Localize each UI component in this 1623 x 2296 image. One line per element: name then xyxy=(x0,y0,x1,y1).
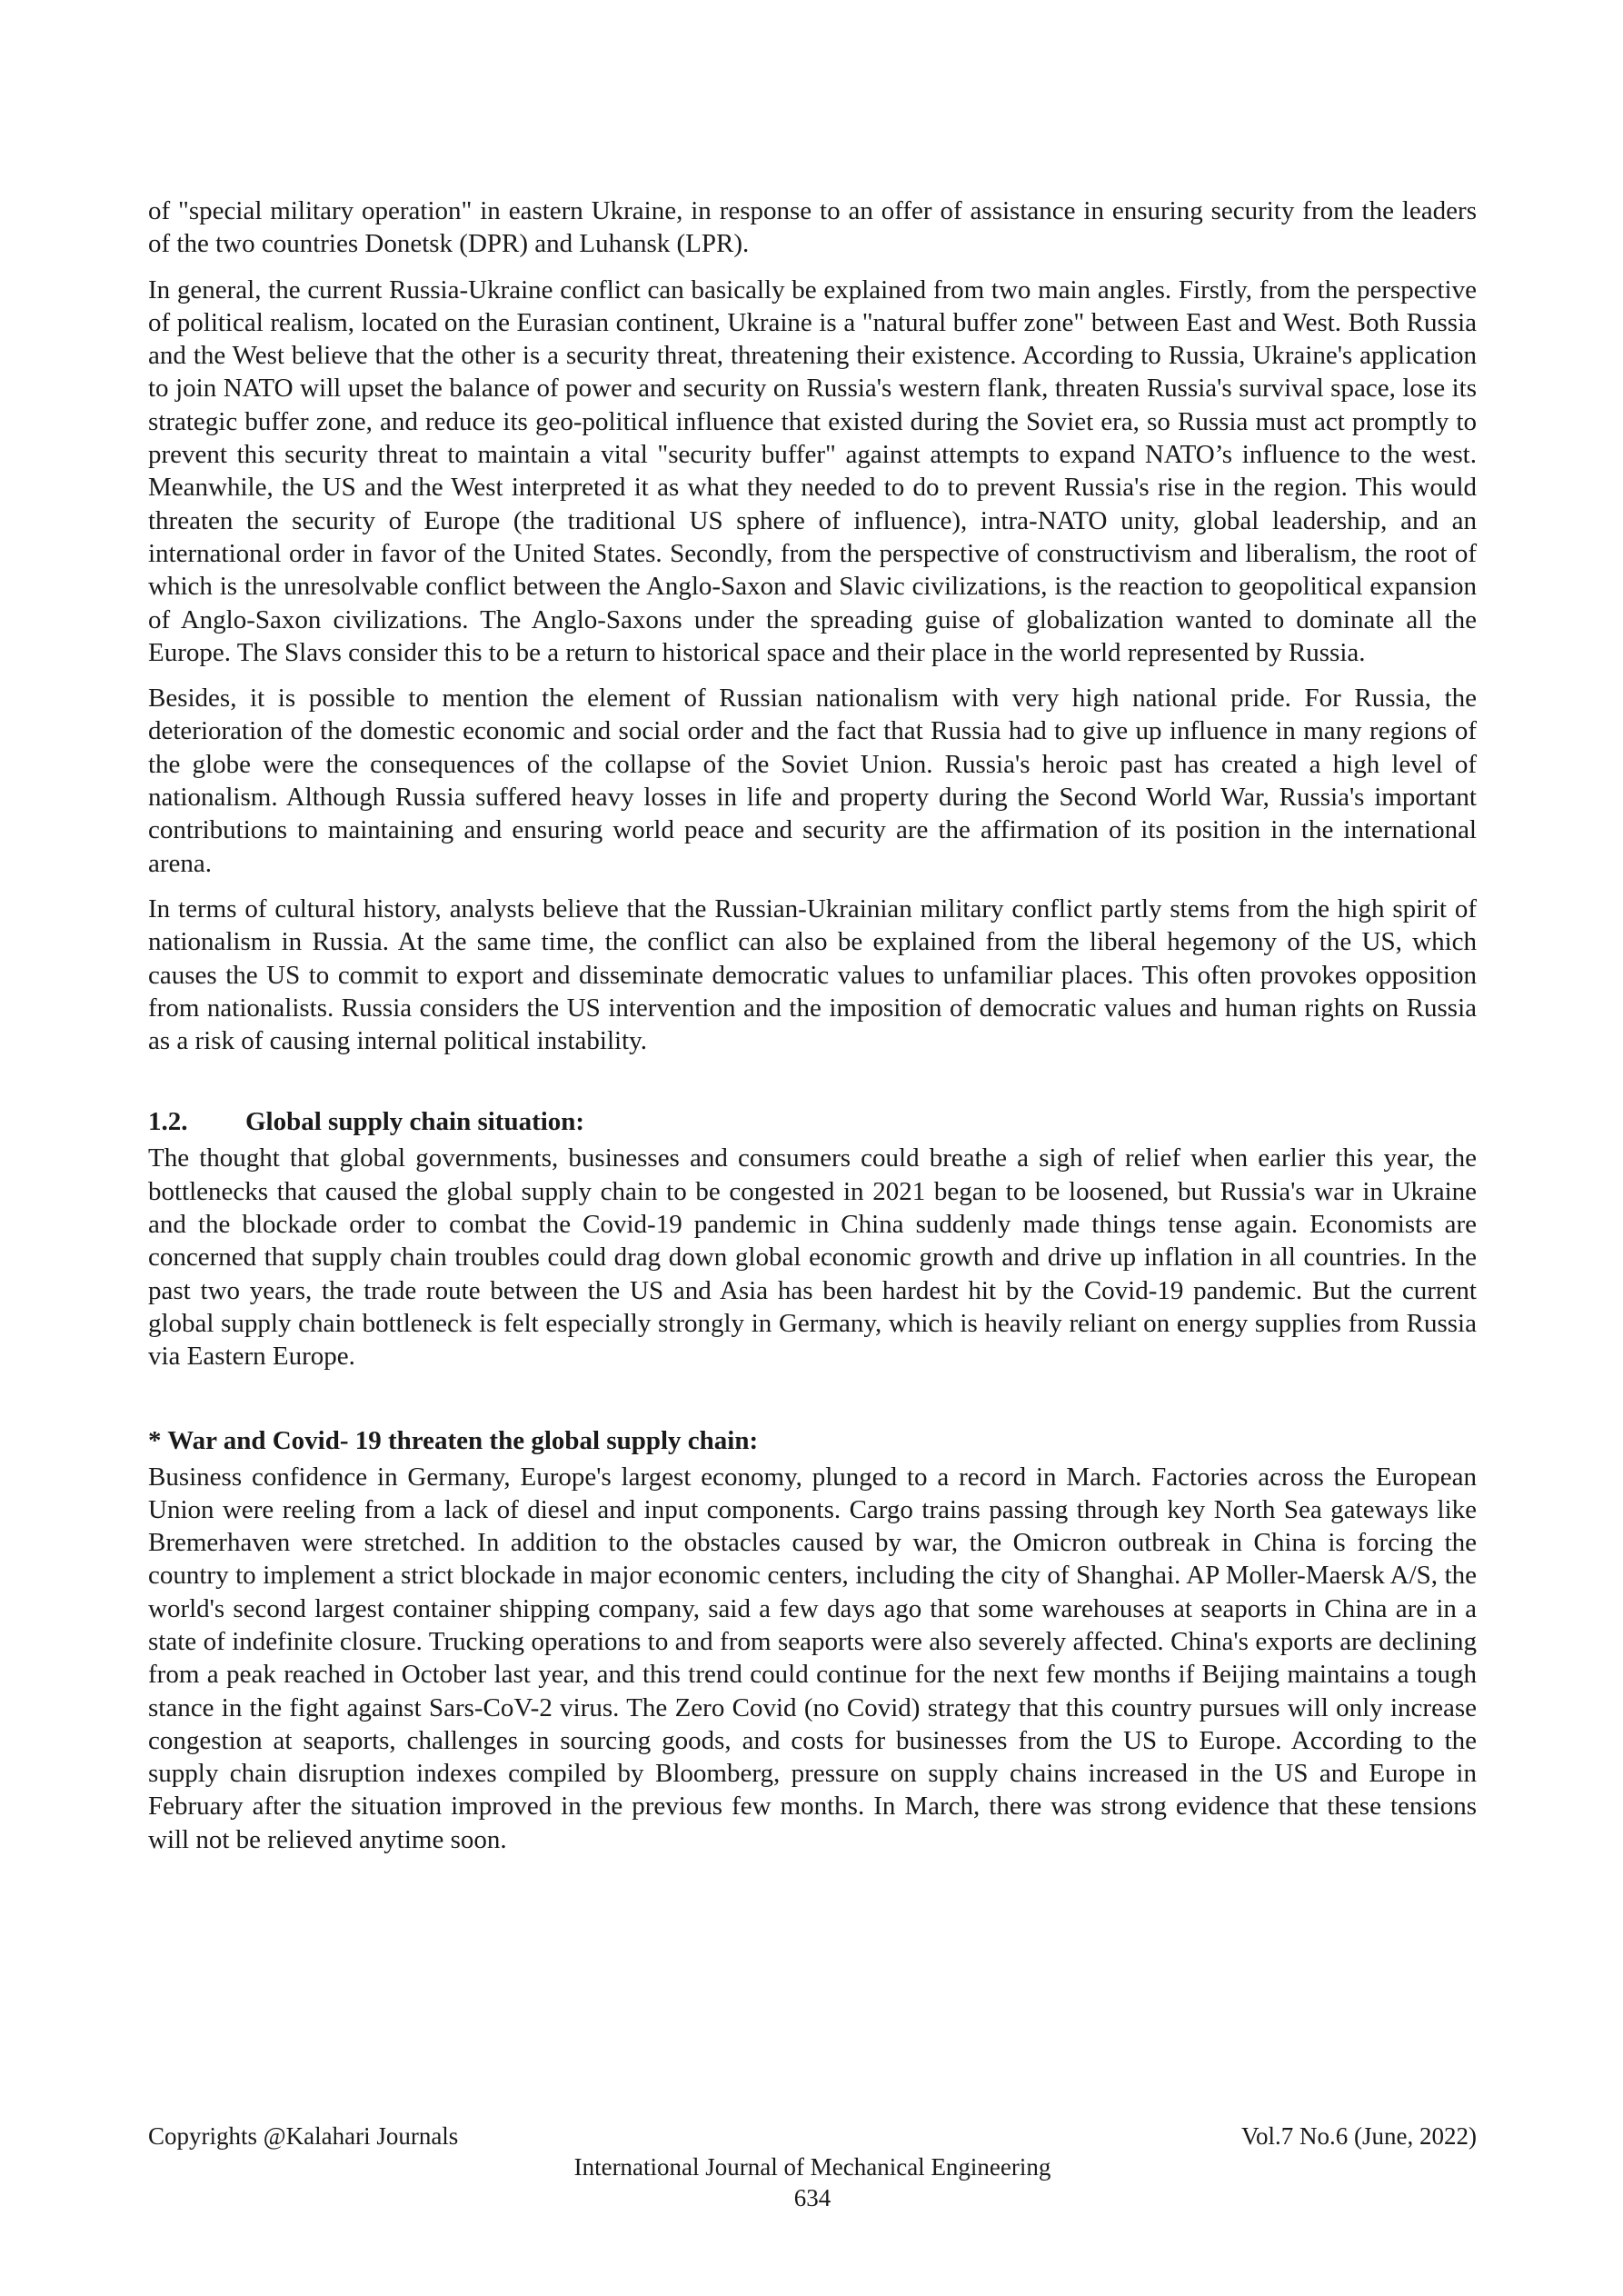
footer-volume: Vol.7 No.6 (June, 2022) xyxy=(1241,2122,1477,2150)
section-number: 1.2. xyxy=(148,1107,188,1137)
page-footer xyxy=(148,2121,1477,2213)
paragraph-cultural-history: In terms of cultural history, analysts believe that the Russian-Ukrainian military conflict partly stems from the high spirit of nationalism in Russia. At the same time, the conflict can also be explained from the liberal hegemony of the US, which causes the US to commit to export and disseminate democratic values to unfamiliar places. This often provokes opposition from nationalists. Russia considers the US intervention and the imposition of democratic values and human rights on Russia as a risk of causing internal political instability. xyxy=(148,893,1477,1056)
footer-copyright: Copyrights @Kalahari Journals xyxy=(148,2122,459,2150)
footer-page-number: 634 xyxy=(793,2184,831,2211)
section-title: Global supply chain situation: xyxy=(245,1107,585,1137)
paragraph-two-angles: In general, the current Russia-Ukraine conflict can basically be explained from two main angles. Firstly, from the perspective of political realism, located on the Eurasian continent, Ukraine is a "natural buffer zone" between East and West. Both Russia and the West believe that the other is a security threat, threatening their existence. According to Russia, Ukraine's application to join NATO will upset the balance of power and security on Russia's western flank, threaten Russia's survival space, lose its strategic buffer zone, and reduce its geo-political influence that existed during the Soviet era, so Russia must act promptly to prevent this security threat to maintain a vital "security buffer" against attempts to expand NATO’s influence to the west. Meanwhile, the US and the West interpreted it as what they needed to do to prevent Russia's rise in the region. This would threaten the security of Europe (the traditional US sphere of influence), intra-NATO unity, global leadership, and an international order in favor of the United States. Secondly, from the perspective of constructivism and liberalism, the root of which is the unresolvable conflict between the Anglo-Saxon and Slavic civilizations, is the reaction to geopolitical expansion of Anglo-Saxon civilizations. The Anglo-Saxons under the spreading guise of globalization wanted to dominate all the Europe. The Slavs consider this to be a return to historical space and their place in the world represented by Russia. xyxy=(148,275,1477,667)
footer-row xyxy=(148,2121,1477,2151)
paragraph-nationalism: Besides, it is possible to mention the element of Russian nationalism with very high national pride. For Russia, the deterioration of the domestic economic and social order and the fact that Russia had to give up influence in many regions of the globe were the consequences of the collapse of the Soviet Union. Russia's heroic past has created a high level of nationalism. Although Russia suffered heavy losses in life and property during the Second World War, Russia's important contributions to maintaining and ensuring world peace and security are the affirmation of its position in the international arena. xyxy=(148,684,1477,878)
paragraph-war-covid: Business confidence in Germany, Europe's largest economy, plunged to a record in March. Factories across the European Union were reeling from a lack of diesel and input components. Cargo trains passing through key North Sea gateways like Bremerhaven were stretched. In addition to the obstacles caused by war, the Omicron outbreak in China is forcing the country to implement a strict blockade in major economic centers, including the city of Shanghai. AP Moller-Maersk A/S, the world's second largest container shipping company, said a few days ago that some warehouses at seaports in China are in a state of indefinite closure. Trucking operations to and from seaports were also severely affected. China's exports are declining from a peak reached in October last year, and this trend could continue for the next few months if Beijing maintains a tough stance in the fight against Sars-CoV-2 virus. The Zero Covid (no Covid) strategy that this country pursues will only increase congestion at seaports, challenges in sourcing goods, and costs for businesses from the US to Europe. According to the supply chain disruption indexes compiled by Bloomberg, pressure on supply chains increased in the US and Europe in February after the situation improved in the previous few months. In March, there was strong evidence that these tensions will not be relieved anytime soon. xyxy=(148,1462,1477,1854)
footer-journal-name: International Journal of Mechanical Engineering xyxy=(573,2153,1051,2181)
paragraph-supply-chain: The thought that global governments, businesses and consumers could breathe a sigh of relief when earlier this year, the bottlenecks that caused the global supply chain to be congested in 2021 began to be loosened, but Russia's war in Ukraine and the blockade order to combat the Covid-19 pandemic in China suddenly made things tense again. Economists are concerned that supply chain troubles could drag down global economic growth and drive up inflation in all countries. In the past two years, the trade route between the US and Asia has been hardest hit by the Covid-19 pandemic. But the current global supply chain bottleneck is felt especially strongly in Germany, which is heavily reliant on energy supplies from Russia via Eastern Europe. xyxy=(148,1143,1477,1372)
section-heading-1-2 xyxy=(148,1105,1477,1138)
paragraph-intro-continuation: of "special military operation" in eastern Ukraine, in response to an offer of assistance in ensuring security from the leaders of the two countries Donetsk (DPR) and Luhansk (LPR). xyxy=(148,196,1477,259)
subsection-heading-war-covid: * War and Covid- 19 threaten the global supply chain: xyxy=(148,1425,759,1455)
page-body xyxy=(148,195,1477,1869)
